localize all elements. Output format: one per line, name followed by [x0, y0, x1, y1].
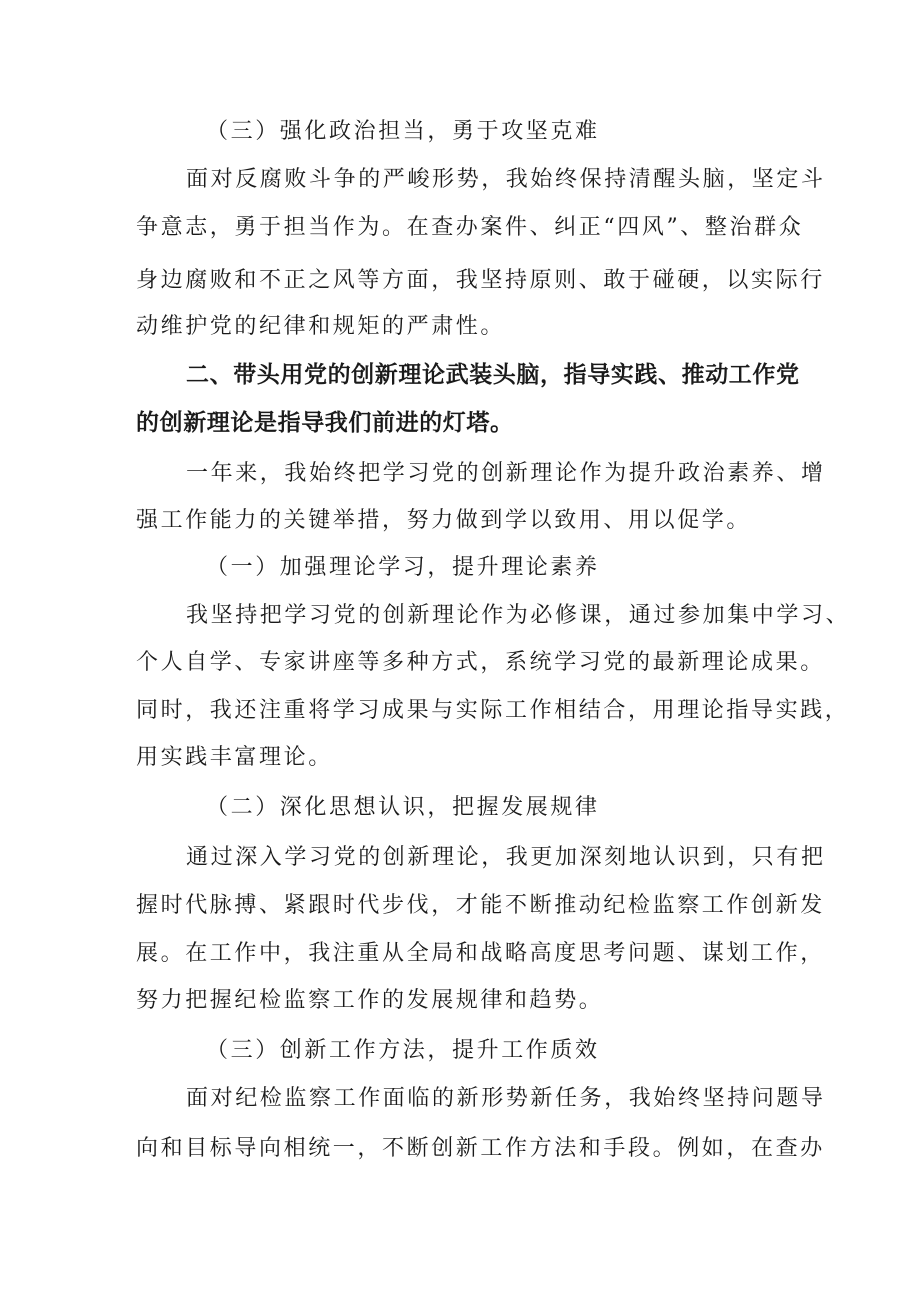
paragraph-line: 握时代脉搏、紧跟时代步伐，才能不断推动纪检监察工作创新发	[136, 893, 825, 918]
subheading-innovate-methods: （三）创新工作方法，提升工作质效	[206, 1038, 600, 1063]
subheading-strengthen-theory-study: （一）加强理论学习，提升理论素养	[206, 555, 600, 580]
paragraph-line: 通过深入学习党的创新理论，我更加深刻地认识到，只有把	[186, 845, 826, 870]
subheading-strengthen-political-responsibility: （三）强化政治担当，勇于攻坚克难	[206, 119, 600, 144]
subheading-deepen-understanding: （二）深化思想认识，把握发展规律	[206, 795, 600, 820]
paragraph-line: 动维护党的纪律和规矩的严肃性。	[136, 314, 506, 339]
paragraph-line: 努力把握纪检监察工作的发展规律和趋势。	[136, 988, 604, 1013]
paragraph-line: 面对反腐败斗争的严峻形势，我始终保持清醒头脑，坚定斗	[186, 167, 826, 192]
paragraph-line: 面对纪检监察工作面临的新形势新任务，我始终坚持问题导	[186, 1086, 826, 1111]
paragraph-line: 向和目标导向相统一，不断创新工作方法和手段。例如，在查办	[136, 1136, 825, 1161]
paragraph-line: 一年来，我始终把学习党的创新理论作为提升政治素养、增	[186, 461, 826, 486]
paragraph-line: 身边腐败和不正之风等方面，我坚持原则、敢于碰硬，以实际行	[136, 268, 825, 293]
paragraph-line: 我坚持把学习党的创新理论作为必修课，通过参加集中学习、	[186, 603, 851, 628]
paragraph-line: 强工作能力的关键举措，努力做到学以致用、用以促学。	[136, 508, 752, 533]
section-heading-line: 二、带头用党的创新理论武装头脑，指导实践、推动工作党	[186, 362, 800, 388]
paragraph-line: 展。在工作中，我注重从全局和战略高度思考问题、谋划工作，	[136, 941, 825, 966]
paragraph-line: 同时，我还注重将学习成果与实际工作相结合，用理论指导实践，	[136, 698, 850, 723]
paragraph-line: 用实践丰富理论。	[136, 745, 333, 770]
paragraph-line: 争意志，勇于担当作为。在查办案件、纠正“四风”、整治群众	[136, 215, 804, 240]
section-heading-line: 的创新理论是指导我们前进的灯塔。	[136, 410, 514, 436]
paragraph-line: 个人自学、专家讲座等多种方式，系统学习党的最新理论成果。	[136, 650, 825, 675]
